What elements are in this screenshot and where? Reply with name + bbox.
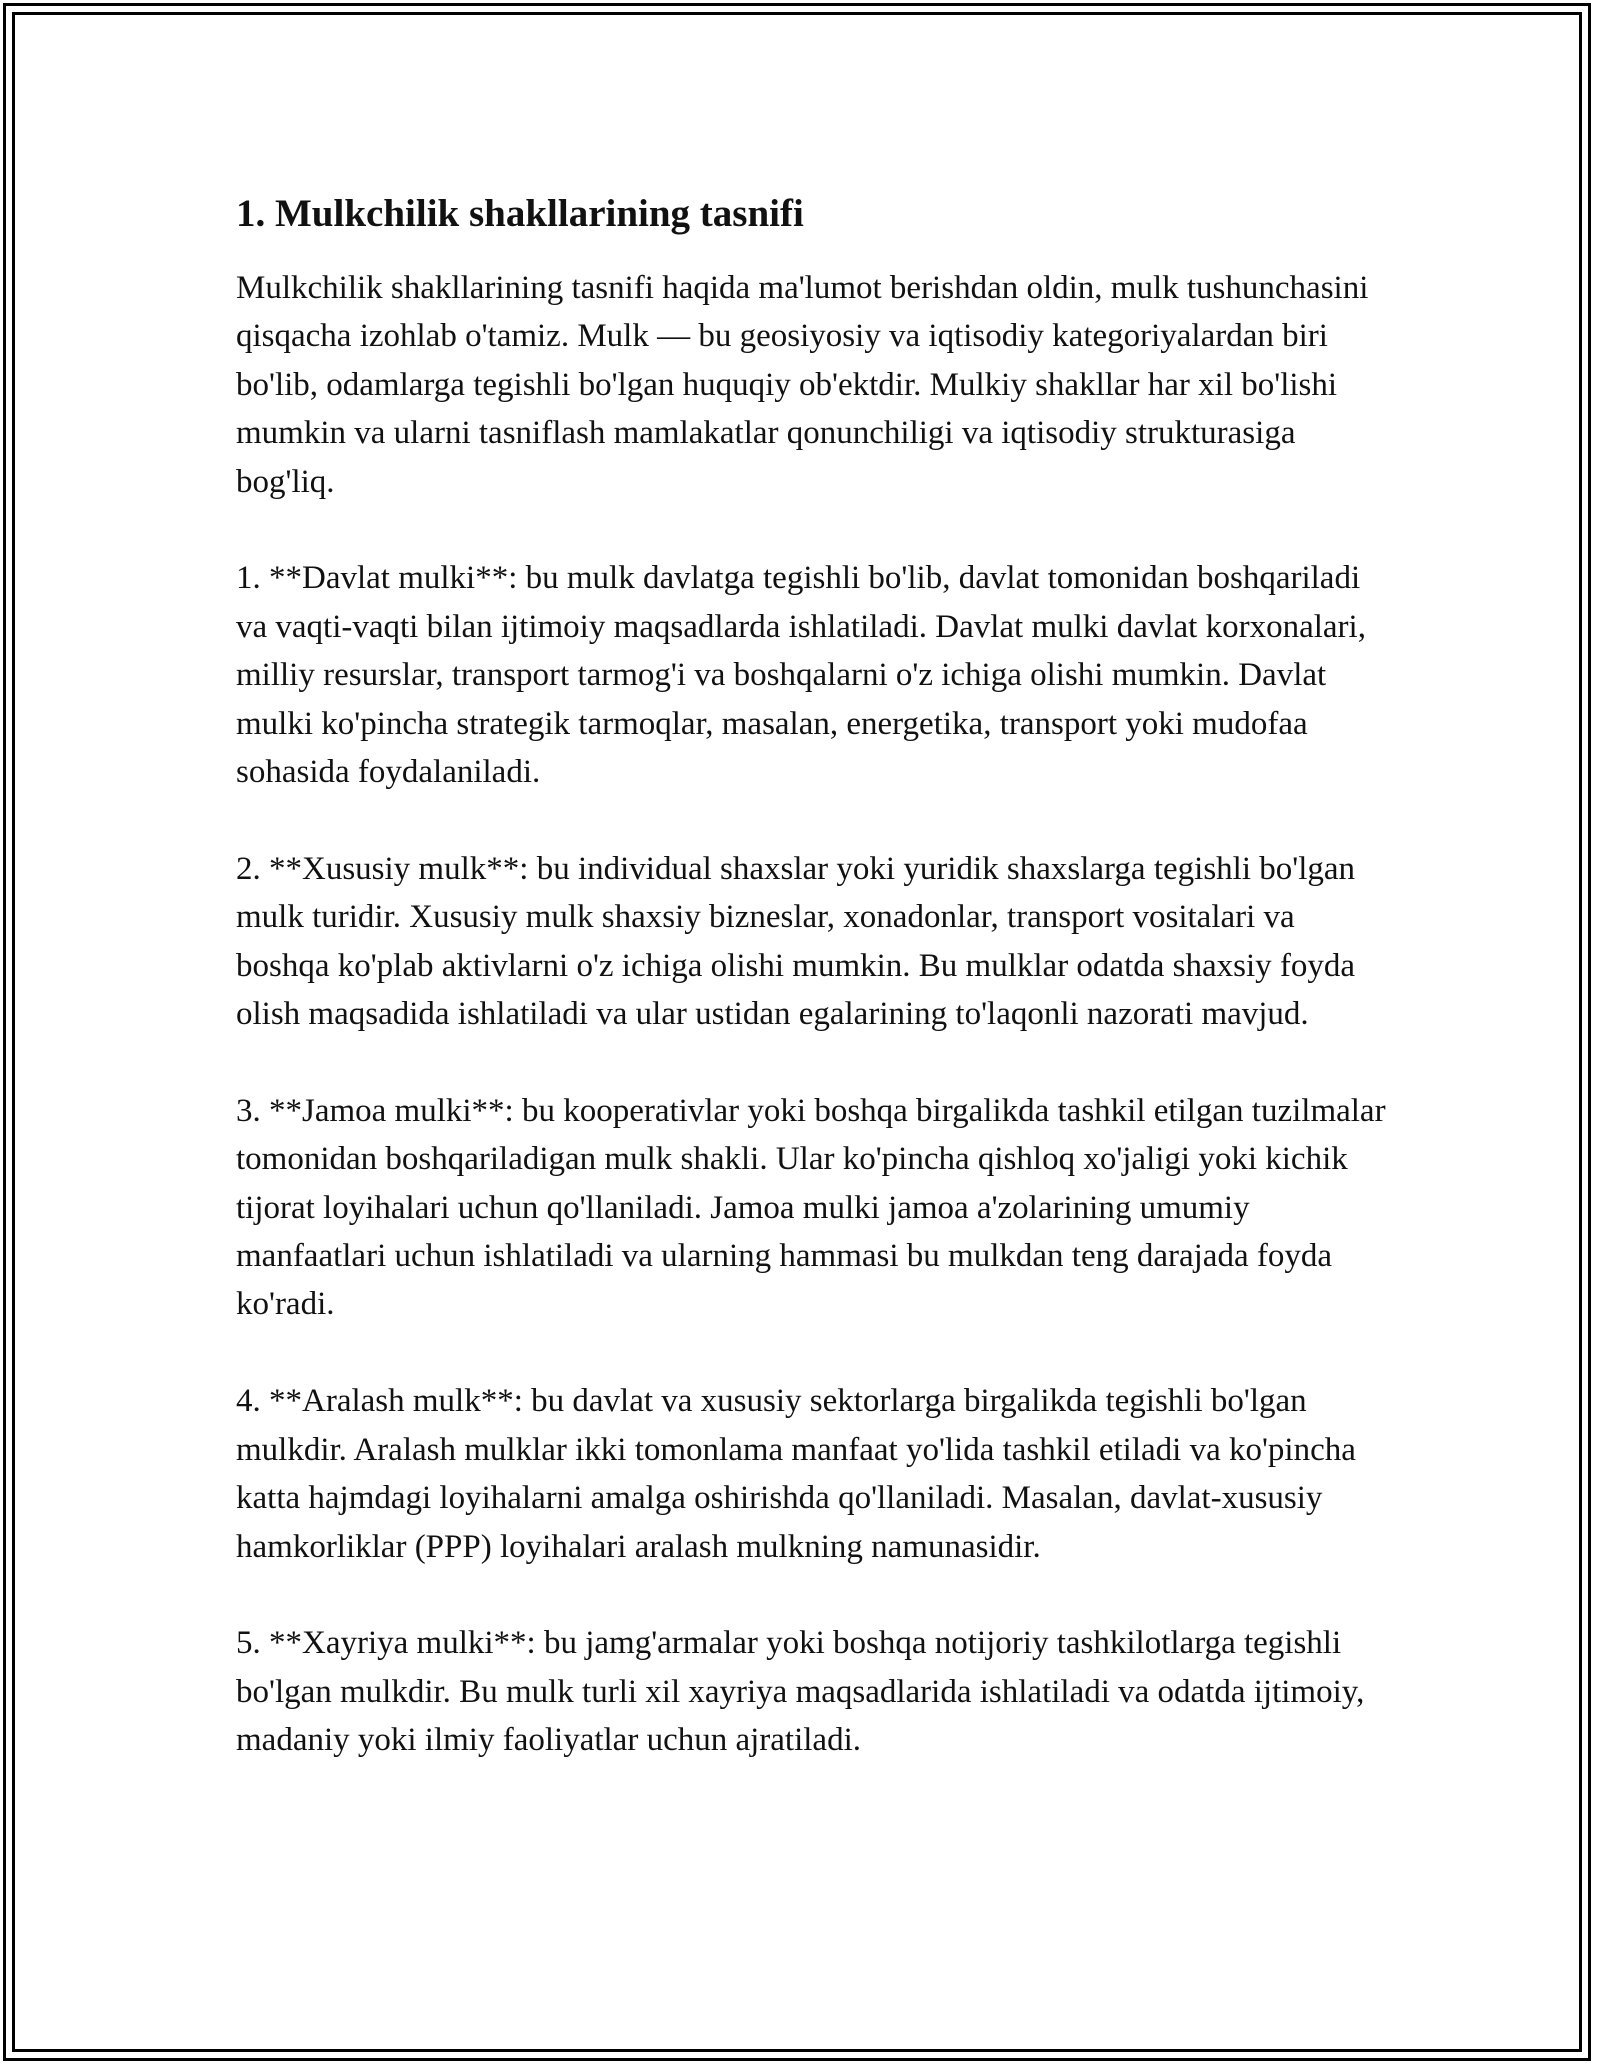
- paragraph-davlat-mulki: 1. **Davlat mulki**: bu mulk davlatga tegishli bo'lib, davlat tomonidan boshqariladi va vaqti-vaqti bilan ijtimoiy maqsadlarda ishlatiladi. Davlat mulki davlat korxonalari, milliy resurslar, transport tarmog'i va boshqalarni o'z ichiga olishi mumkin. Davlat mulki ko'pincha strategik tarmoqlar, masalan, energetika, transport yoki mudofaa sohasida foydalaniladi.: [236, 560, 1366, 791]
- paragraph-jamoa-mulki: 3. **Jamoa mulki**: bu kooperativlar yoki boshqa birgalikda tashkil etilgan tuzilmalar tomonidan boshqariladigan mulk shakli. Ular ko'pincha qishloq xo'jaligi yoki kichik tijorat loyihalari uchun qo'llaniladi. Jamoa mulki jamoa a'zolarining umumiy manfaatlari uchun ishlatiladi va ularning hammasi bu mulkdan teng darajada foyda ko'radi.: [236, 1092, 1386, 1323]
- document-body: [236, 186, 1386, 1813]
- paragraph-aralash-mulk: 4. **Aralash mulk**: bu davlat va xususiy sektorlarga birgalikda tegishli bo'lgan mulkdir. Aralash mulklar ikki tomonlama manfaat yo'lida tashkil etiladi va ko'pincha katta hajmdagi loyihalarni amalga oshirishda qo'llaniladi. Masalan, davlat-xususiy hamkorliklar (PPP) loyihalari aralash mulkning namunasidir.: [236, 1383, 1356, 1565]
- paragraph-xayriya-mulki: 5. **Xayriya mulki**: bu jamg'armalar yoki boshqa notijoriy tashkilotlarga tegishli bo'lgan mulkdir. Bu mulk turli xil xayriya maqsadlarida ishlatiladi va odatda ijtimoiy, madaniy yoki ilmiy faoliyatlar uchun ajratiladi.: [236, 1625, 1365, 1759]
- intro-paragraph: Mulkchilik shakllarining tasnifi haqida ma'lumot berishdan oldin, mulk tushunchasini qisqacha izohlab o'tamiz. Mulk — bu geosiyosiy va iqtisodiy kategoriyalardan biri bo'lib, odamlarga tegishli bo'lgan huquqiy ob'ektdir. Mulkiy shakllar har xil bo'lishi mumkin va ularni tasniflash mamlakatlar qonunchiligi va iqtisodiy strukturasiga bog'liq.: [236, 270, 1369, 500]
- paragraph-xususiy-mulk: 2. **Xususiy mulk**: bu individual shaxslar yoki yuridik shaxslarga tegishli bo'lgan mulk turidir. Xususiy mulk shaxsiy bizneslar, xonadonlar, transport vositalari va boshqa ko'plab aktivlarni o'z ichiga olishi mumkin. Bu mulklar odatda shaxsiy foyda olish maqsadida ishlatiladi va ular ustidan egalarining to'laqonli nazorati mavjud.: [236, 850, 1356, 1033]
- document-title: 1. Mulkchilik shakllarining tasnifi: [236, 192, 804, 235]
